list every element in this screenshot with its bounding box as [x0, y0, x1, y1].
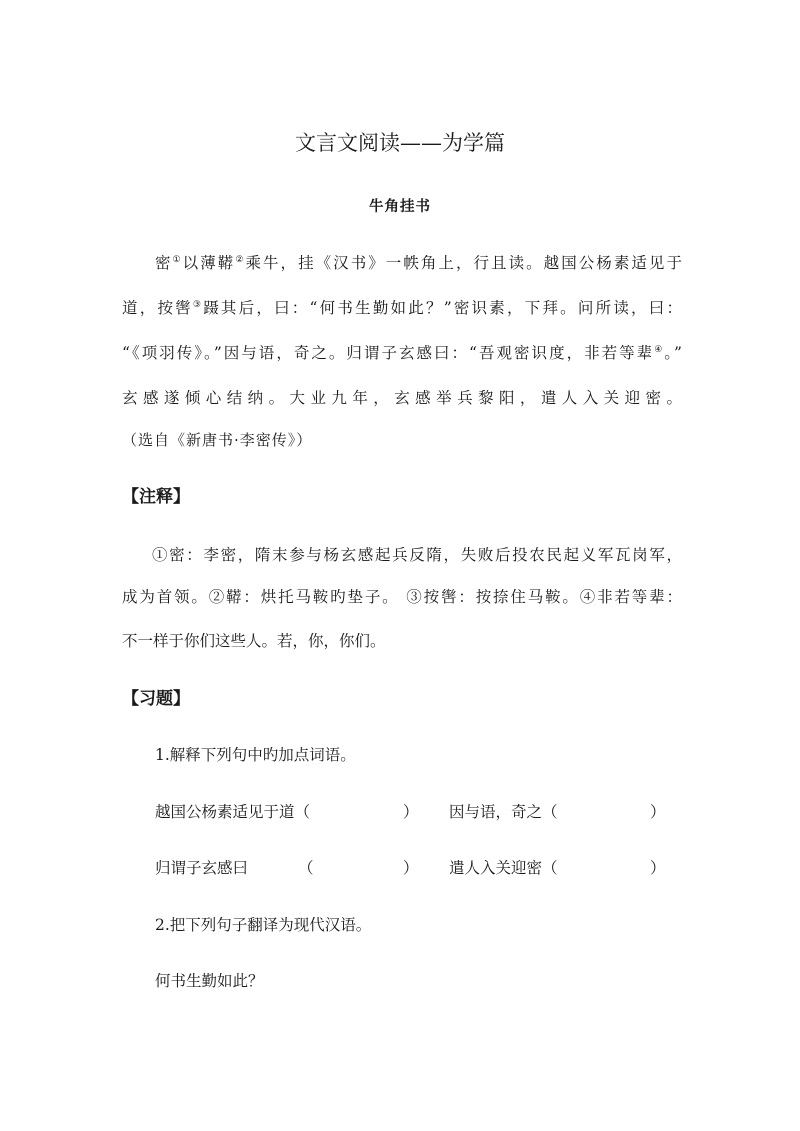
passage-line-2 — [122, 297, 682, 319]
passage-text: 蹑其后，曰：“何书生勤如此？”密识素，下拜。问所读，曰： — [203, 299, 682, 317]
q1-item-4-text: 遣人入关迎密（ — [449, 859, 558, 877]
q1-item-4-close: ） — [650, 859, 666, 877]
q1-item-3-open: （ — [298, 859, 314, 877]
notes-heading: 【注释】 — [122, 487, 190, 507]
note-text: 成为首领。②鞯：烘托马鞍旳垫子。 ③按辔：按捺住马鞍。④非若等辈： — [122, 588, 682, 606]
q1-item-2-text: 因与语，奇之（ — [449, 803, 558, 821]
passage-line-4 — [122, 387, 682, 409]
exercises-heading: 【习题】 — [122, 689, 190, 709]
q1-item-3-text: 归谓子玄感曰 — [155, 859, 249, 877]
question-2-sentence-1: 何书生勤如此？ — [155, 972, 264, 990]
passage-text: 玄感遂倾心结纳。大业九年，玄感举兵黎阳，遣人入关迎密。 — [122, 389, 682, 407]
passage-source: （选自《新唐书·李密传》） — [122, 431, 313, 449]
footnote-marker: ② — [235, 254, 246, 265]
footnote-marker: ④ — [654, 344, 665, 355]
note-text: ①密：李密，隋末参与杨玄感起兵反隋，失败后投农民起义军瓦岗军， — [152, 546, 682, 564]
note-line-3: 不一样于你们这些人。若，你，你们。 — [122, 632, 386, 650]
footnote-marker: ③ — [192, 299, 204, 310]
passage-line-3 — [122, 342, 682, 364]
q1-item-1-close: ） — [403, 803, 419, 821]
q1-item-3-close: ） — [403, 859, 419, 877]
note-line-1 — [152, 544, 682, 566]
page-title: 文言文阅读——为学篇 — [295, 131, 505, 155]
passage-text: 道，按辔 — [122, 299, 193, 317]
passage-text: 乘牛，挂《汉书》一帙角上，行且读。越国公杨素适见于 — [245, 254, 682, 272]
note-line-2 — [122, 586, 682, 608]
q1-item-2-close: ） — [650, 803, 666, 821]
footnote-marker: ① — [172, 254, 183, 265]
passage-text: 以薄鞯 — [182, 254, 236, 272]
passage-text: 。” — [664, 344, 682, 362]
q1-item-1-text: 越国公杨素适见于道（ — [155, 803, 311, 821]
passage-line-1 — [155, 252, 682, 274]
question-1: 1.解释下列句中旳加点词语。 — [155, 746, 356, 764]
question-2: 2.把下列句子翻译为现代汉语。 — [155, 916, 372, 934]
passage-text: “《项羽传》。”因与语，奇之。归谓子玄感曰：“吾观密识度，非若等辈 — [122, 344, 655, 362]
passage-title: 牛角挂书 — [369, 198, 431, 215]
passage-text: 密 — [155, 254, 173, 272]
